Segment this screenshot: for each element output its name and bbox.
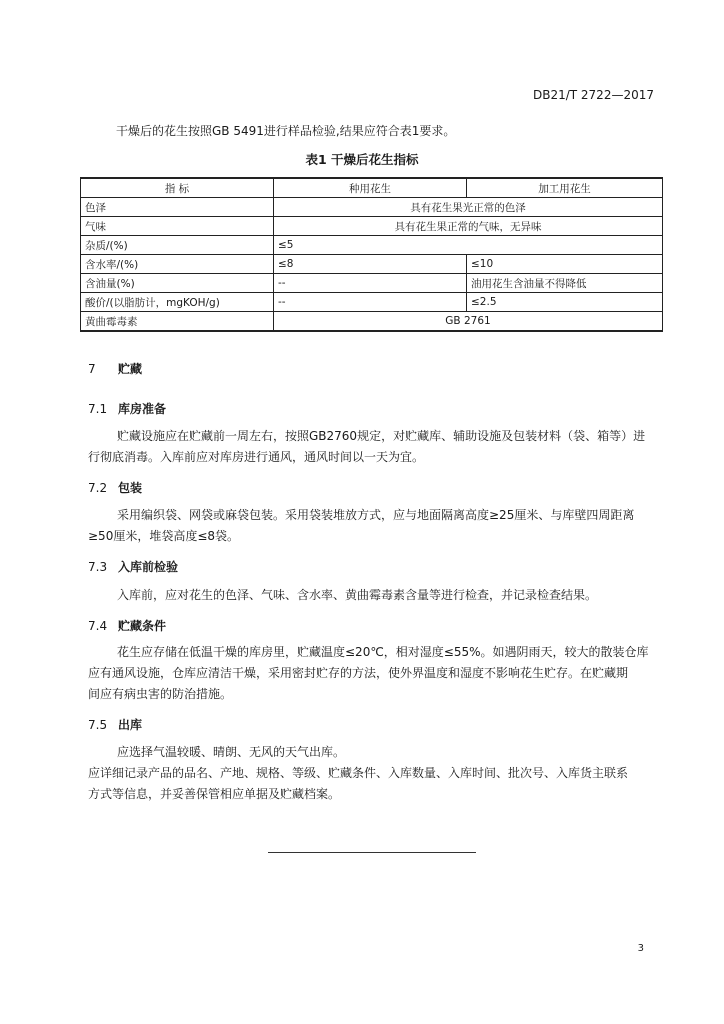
subsection-7-2-heading xyxy=(88,479,142,496)
row-label: 色泽 xyxy=(81,198,274,217)
row-value-processing: ≤10 xyxy=(467,255,663,274)
text-line: ≥50厘米，堆袋高度≤8袋。 xyxy=(88,529,240,543)
row-label: 气味 xyxy=(81,217,274,236)
text-line: 花生应存储在低温干燥的库房里，贮藏温度≤20℃，相对湿度≤55%。如遇阴雨天，较大的散装仓库 xyxy=(117,645,649,659)
subsection-7-1-heading xyxy=(88,400,166,417)
table-row xyxy=(81,255,663,274)
table-row xyxy=(81,198,663,217)
text-line: 采用编织袋、网袋或麻袋包装。采用袋装堆放方式，应与地面隔离高度≥25厘米、与库壁四周距离 xyxy=(117,508,635,522)
table-row xyxy=(81,236,663,255)
text-line: 行彻底消毒。入库前应对库房进行通风，通风时间以一天为宜。 xyxy=(88,450,425,464)
subsection-title: 包装 xyxy=(118,481,143,495)
subsection-number: 7.3 xyxy=(88,560,108,574)
row-value-merged: GB 2761 xyxy=(274,312,663,332)
row-value-processing: ≤2.5 xyxy=(467,293,663,312)
paragraph-7-5 xyxy=(88,742,628,805)
section-title: 贮藏 xyxy=(118,362,143,376)
text-line: 应有通风设施，仓库应清洁干燥，采用密封贮存的方法，使外界温度和湿度不影响花生贮存。在贮藏期 xyxy=(88,666,629,680)
peanut-spec-table xyxy=(80,177,663,332)
section-number: 7 xyxy=(88,362,96,376)
subsection-7-3-heading xyxy=(88,558,178,575)
subsection-number: 7.2 xyxy=(88,481,108,495)
subsection-7-4-heading xyxy=(88,617,166,634)
row-value-seed: ≤8 xyxy=(274,255,467,274)
subsection-number: 7.5 xyxy=(88,718,108,732)
header-processing: 加工用花生 xyxy=(467,178,663,198)
text-line: 入库前，应对花生的色泽、气味、含水率、黄曲霉毒素含量等进行检查，并记录检查结果。 xyxy=(117,588,598,602)
row-value-merged: 具有花生果正常的气味，无异味 xyxy=(274,217,663,236)
page-number: 3 xyxy=(637,943,644,954)
standard-code: DB21/T 2722—2017 xyxy=(532,88,654,102)
row-label: 含油量(%) xyxy=(81,274,274,293)
row-label: 含水率/(%) xyxy=(81,255,274,274)
intro-paragraph: 干燥后的花生按照GB 5491进行样品检验,结果应符合表1要求。 xyxy=(116,124,456,138)
row-value-merged: 具有花生果光正常的色泽 xyxy=(274,198,663,217)
subsection-title: 贮藏条件 xyxy=(118,619,167,633)
table-title: 表1 干燥后花生指标 xyxy=(305,152,419,167)
text-line: 方式等信息，并妥善保管相应单据及贮藏档案。 xyxy=(88,787,341,801)
subsection-number: 7.4 xyxy=(88,619,108,633)
text-line: 应选择气温较暖、晴朗、无风的天气出库。 xyxy=(117,745,346,759)
header-seed: 种用花生 xyxy=(274,178,467,198)
subsection-title: 入库前检验 xyxy=(118,560,179,574)
paragraph-7-3 xyxy=(88,585,597,606)
table-row xyxy=(81,293,663,312)
row-label: 杂质/(%) xyxy=(81,236,274,255)
text-line: 贮藏设施应在贮藏前一周左右，按照GB2760规定，对贮藏库、辅助设施及包装材料（袋、箱等）进 xyxy=(117,429,646,443)
header-indicator: 指 标 xyxy=(81,178,274,198)
row-value-processing: 油用花生含油量不得降低 xyxy=(467,274,663,293)
paragraph-7-2 xyxy=(88,505,634,547)
text-line: 间应有病虫害的防治措施。 xyxy=(88,687,233,701)
row-value-merged: ≤5 xyxy=(274,236,663,255)
row-value-seed: -- xyxy=(274,274,467,293)
table-header-row xyxy=(81,178,663,198)
subsection-title: 出库 xyxy=(118,718,143,732)
subsection-title: 库房准备 xyxy=(118,402,167,416)
subsection-7-5-heading xyxy=(88,716,142,733)
subsection-number: 7.1 xyxy=(88,402,108,416)
row-value-seed: -- xyxy=(274,293,467,312)
table-row xyxy=(81,312,663,332)
row-label: 酸价/(以脂肪计，mgKOH/g) xyxy=(81,293,274,312)
text-line: 应详细记录产品的品名、产地、规格、等级、贮藏条件、入库数量、入库时间、批次号、入库货主联系 xyxy=(88,766,629,780)
paragraph-7-1 xyxy=(88,426,645,468)
table-row xyxy=(81,274,663,293)
end-rule xyxy=(268,852,476,853)
paragraph-7-4 xyxy=(88,642,649,705)
row-label: 黄曲霉毒素 xyxy=(81,312,274,332)
section-7-heading xyxy=(88,360,142,377)
table-row xyxy=(81,217,663,236)
